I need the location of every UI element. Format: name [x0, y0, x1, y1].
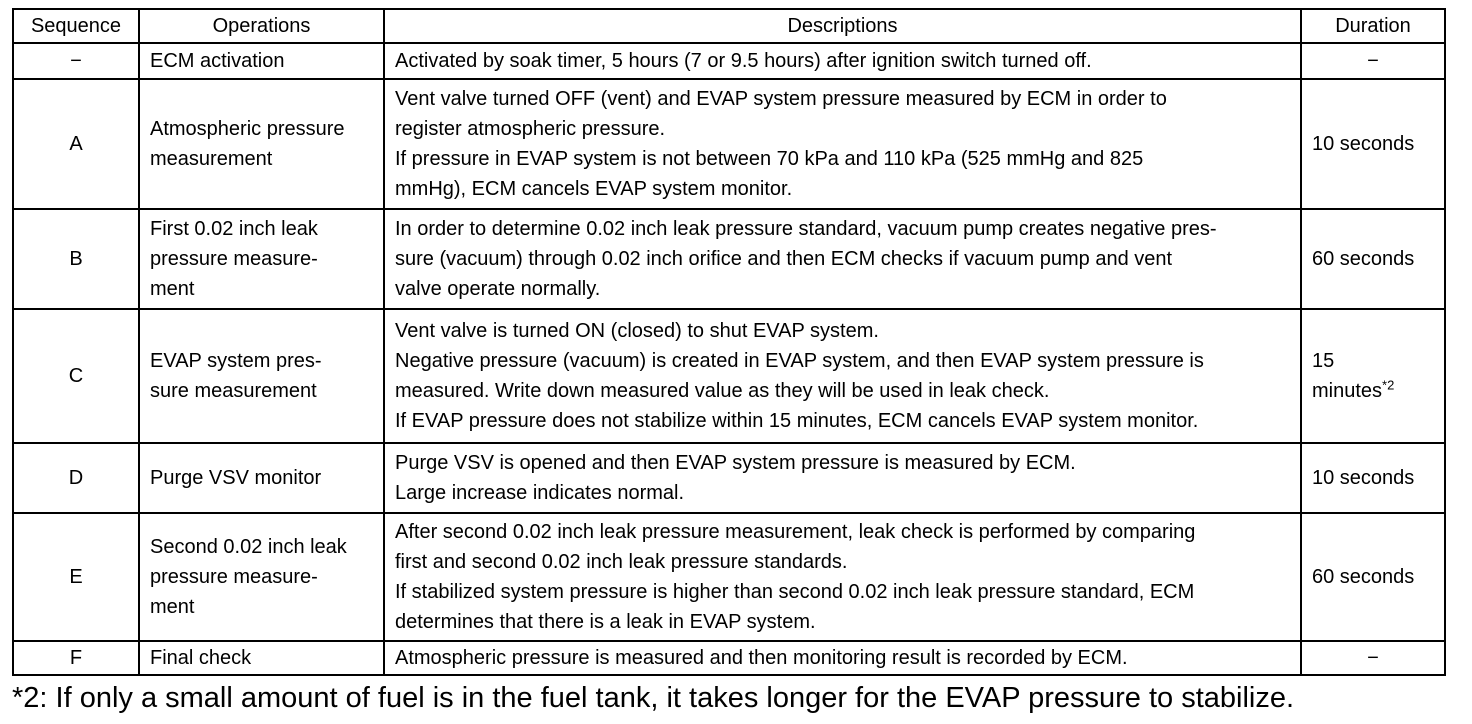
- operations-line: ment: [150, 596, 195, 618]
- duration-line: [1312, 346, 1434, 376]
- evap-monitor-sequence-table: [12, 8, 1446, 676]
- duration-line: [1312, 463, 1434, 493]
- table-row: [13, 79, 1445, 209]
- operations-line: Purge VSV monitor: [150, 467, 322, 489]
- header-operations: Operations: [139, 9, 384, 43]
- cell-operations: [139, 641, 384, 675]
- header-descriptions: Descriptions: [384, 9, 1301, 43]
- header-sequence: Sequence: [13, 9, 139, 43]
- table-row: [13, 209, 1445, 309]
- document-page: [12, 8, 1444, 676]
- cell-descriptions: [384, 43, 1301, 79]
- cell-descriptions: [384, 513, 1301, 641]
- cell-sequence: F: [13, 641, 139, 675]
- duration-text: 15: [1312, 350, 1335, 372]
- operations-line: pressure measure-: [150, 566, 318, 588]
- duration-line: [1312, 129, 1434, 159]
- operations-line: sure measurement: [150, 380, 317, 402]
- description-line: Large increase indicates normal.: [395, 482, 685, 504]
- operations-line: Second 0.02 inch leak: [150, 536, 347, 558]
- duration-text: 60 seconds: [1312, 566, 1415, 588]
- cell-duration: [1301, 513, 1445, 641]
- cell-sequence: D: [13, 443, 139, 513]
- table-row: [13, 443, 1445, 513]
- duration-text: 60 seconds: [1312, 248, 1415, 270]
- description-line: If EVAP pressure does not stabilize within 15 minutes, ECM cancels EVAP system monitor.: [395, 410, 1199, 432]
- description-line: sure (vacuum) through 0.02 inch orifice and then ECM checks if vacuum pump and vent: [395, 248, 1173, 270]
- duration-text: 10 seconds: [1312, 467, 1415, 489]
- cell-descriptions: [384, 443, 1301, 513]
- footnote: *2: If only a small amount of fuel is in the fuel tank, it takes longer for the EVAP pressure to stabilize.: [12, 682, 1295, 714]
- operations-line: Final check: [150, 647, 252, 669]
- cell-sequence: A: [13, 79, 139, 209]
- cell-operations: [139, 43, 384, 79]
- table-body: [13, 43, 1445, 675]
- description-line: valve operate normally.: [395, 278, 601, 300]
- operations-line: Atmospheric pressure: [150, 118, 345, 140]
- table-row: [13, 309, 1445, 443]
- cell-descriptions: [384, 309, 1301, 443]
- description-line: Negative pressure (vacuum) is created in EVAP system, and then EVAP system pressure is: [395, 350, 1204, 372]
- description-line: measured. Write down measured value as they will be used in leak check.: [395, 380, 1050, 402]
- description-line: determines that there is a leak in EVAP system.: [395, 611, 816, 633]
- cell-duration: [1301, 443, 1445, 513]
- cell-descriptions: [384, 79, 1301, 209]
- cell-sequence: E: [13, 513, 139, 641]
- cell-descriptions: [384, 641, 1301, 675]
- cell-sequence: B: [13, 209, 139, 309]
- operations-line: ECM activation: [150, 50, 285, 72]
- table-row: [13, 43, 1445, 79]
- operations-line: EVAP system pres-: [150, 350, 322, 372]
- cell-duration: [1301, 309, 1445, 443]
- description-line: If pressure in EVAP system is not between 70 kPa and 110 kPa (525 mmHg and 825: [395, 148, 1144, 170]
- cell-operations: [139, 443, 384, 513]
- description-line: Vent valve is turned ON (closed) to shut EVAP system.: [395, 320, 879, 342]
- description-line: Atmospheric pressure is measured and then monitoring result is recorded by ECM.: [395, 647, 1128, 669]
- duration-text: minutes: [1312, 380, 1383, 402]
- duration-text: −: [1367, 647, 1379, 669]
- duration-line: [1312, 562, 1434, 592]
- cell-descriptions: [384, 209, 1301, 309]
- duration-line: [1312, 376, 1434, 406]
- description-line: Purge VSV is opened and then EVAP system pressure is measured by ECM.: [395, 452, 1076, 474]
- cell-duration: [1301, 209, 1445, 309]
- cell-operations: [139, 309, 384, 443]
- cell-operations: [139, 513, 384, 641]
- description-line: After second 0.02 inch leak pressure measurement, leak check is performed by comparing: [395, 521, 1196, 543]
- duration-text: −: [1367, 50, 1379, 72]
- duration-line: [1312, 46, 1434, 76]
- description-line: register atmospheric pressure.: [395, 118, 666, 140]
- operations-line: First 0.02 inch leak: [150, 218, 318, 240]
- duration-line: [1312, 244, 1434, 274]
- cell-duration: [1301, 43, 1445, 79]
- operations-line: pressure measure-: [150, 248, 318, 270]
- description-line: mmHg), ECM cancels EVAP system monitor.: [395, 178, 793, 200]
- cell-operations: [139, 79, 384, 209]
- cell-duration: [1301, 641, 1445, 675]
- cell-duration: [1301, 79, 1445, 209]
- cell-operations: [139, 209, 384, 309]
- cell-sequence: −: [13, 43, 139, 79]
- description-line: Activated by soak timer, 5 hours (7 or 9.5 hours) after ignition switch turned off.: [395, 50, 1092, 72]
- operations-line: measurement: [150, 148, 273, 170]
- table-row: [13, 513, 1445, 641]
- header-duration: Duration: [1301, 9, 1445, 43]
- description-line: If stabilized system pressure is higher than second 0.02 inch leak pressure standard, ECM: [395, 581, 1195, 603]
- cell-sequence: C: [13, 309, 139, 443]
- operations-line: ment: [150, 278, 195, 300]
- table-header-row: [13, 9, 1445, 43]
- description-line: In order to determine 0.02 inch leak pressure standard, vacuum pump creates negative pres-: [395, 218, 1217, 240]
- duration-line: [1312, 643, 1434, 673]
- footnote-marker: *2: [1382, 377, 1395, 393]
- description-line: first and second 0.02 inch leak pressure standards.: [395, 551, 848, 573]
- duration-text: 10 seconds: [1312, 133, 1415, 155]
- table-row: [13, 641, 1445, 675]
- description-line: Vent valve turned OFF (vent) and EVAP system pressure measured by ECM in order to: [395, 88, 1167, 110]
